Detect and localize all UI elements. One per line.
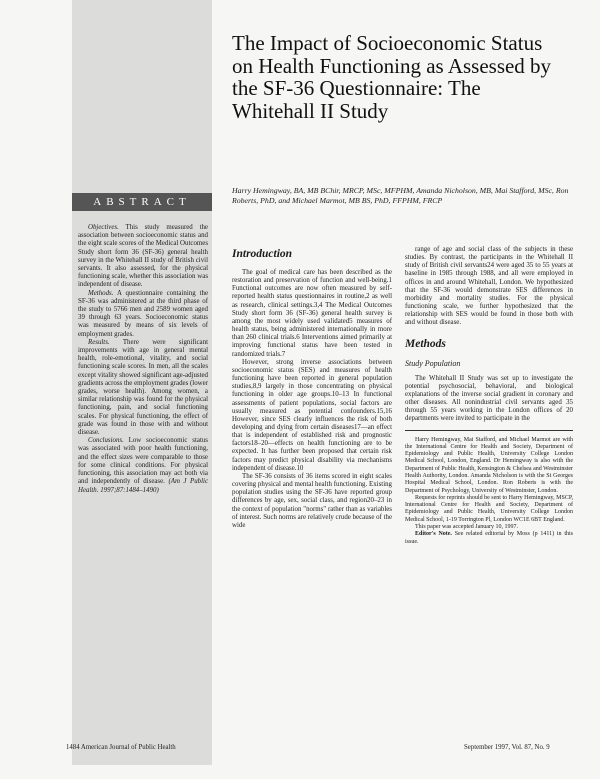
editors-note-text: See related editorial by Moss (p 1411) in this issue. (405, 531, 573, 545)
intro-paragraph-3: The SF-36 consists of 36 items scored in eight scales covering physical and mental health functioning. Existing population studies using the SF-36 have reported group differences by age, sex, social class, and region20–23 in the context of population "norms" rather than as variables of interest. Such norms are relatively crude because of the wide (232, 472, 392, 529)
introduction-heading: Introduction (232, 248, 293, 260)
intro-paragraph-2: However, strong inverse associations between socioeconomic status (SES) and measures of health functioning have been reported in general population studies,8,9 largely in those concentrating on physical functioning in older age groups.10–13 In functional assessments of patient populations, social factors are usually measured as potential confounders.15,16 However, since SES clearly influences the risk of both developing and dying from certain diseases17—an effect that is independent of established risk and prognostic factors18–20—effects on health functioning are to be expected. It has further been proposed that certain risk factors may predict physical disability via mechanisms independent of disease.10 (232, 358, 392, 472)
study-population-subheading: Study Population (405, 358, 461, 368)
column-left (232, 246, 392, 530)
footnote-divider (405, 430, 573, 431)
intro-paragraph-4: range of age and social class of the subjects in these studies. By contrast, the participants in the Whitehall II study of British civil servants24 were aged 35 to 55 years at baseline in 1985 through 1988, and all were employed in offices in and around Whitehall, London. We hypothesized that the SF-36 would demonstrate SES differences in morbidity and mortality studies. For the physical functioning scale, we further hypothesized that the relationship with SES would be found in those both with and without disease. (405, 246, 573, 327)
results-text: There were significant improvements with age in general mental health, role-emotional, vitality, and social functioning scale scores. In men, all the scales except vitality showed significant age-adjusted gradients across the employment grades (lower grades, worse health). Among women, a similar relationship was found for the physical functioning, pain, and social functioning scales. For physical functioning, the effect of grade was found in those with and without disease. (78, 338, 208, 437)
abstract-conclusions (78, 437, 208, 494)
results-label: Results. (88, 338, 110, 346)
affiliation-paragraph-2: Requests for reprints should be sent to Harry Hemingway, MSCP, International Centre for Health and Society, Department of Epidemiology and Public Health, University College London Medical School, 1-19 Torrington Pl, London WC1E 6BT England. (405, 494, 573, 523)
footer-issue: September 1997, Vol. 87, No. 9 (464, 744, 550, 751)
author-list: Harry Hemingway, BA, MB BChir, MRCP, MSc, MFPHM, Amanda Nicholson, MB, Mai Stafford, MSc, Ron Roberts, PhD, and Michael Marmot, MB BS, PhD, FFPHM, FRCP (232, 186, 569, 205)
methods-text: A questionnaire containing the SF-36 was administered at the third phase of the study to 5766 men and 2589 women aged 39 through 63 years. Socioeconomic status was measured by means of six levels of employment grades. (78, 289, 208, 338)
methods-heading: Methods (405, 337, 446, 350)
objectives-text: This study measured the association between socioeconomic status and the eight scale scores of the Medical Outcomes Study short form 36 (SF-36) general health survey in the Whitehall II study of British civil servants. It also assessed, for the physical functioning scale, whether this association was independent of disease. (78, 224, 208, 289)
abstract-citation: (Am J Public Health. 1997;87:1484–1490) (78, 478, 208, 494)
methods-paragraph-1: The Whitehall II Study was set up to investigate the potential psychosocial, behavioral, and biological explanations of the inverse social gradient in coronary and other diseases. All nonindustrial civil servants aged 35 through 55 years working in the London offices of 20 departments were invited to participate in the (405, 374, 573, 423)
intro-paragraph-1: The goal of medical care has been described as the restoration and preservation of function and well-being.1 Functional outcomes are now often measured by self-reported health status questionnaires in routine,2 as well as research, clinical settings.3,4 The Medical Outcomes Study short form 36 (SF-36) general health survey is among the most widely used validated5 measures of health status, being administered internationally in more than 260 clinical trials.6 Interventions aimed primarily at improving functional status have been tested in randomized trials.7 (232, 269, 392, 358)
abstract-objectives (78, 224, 208, 290)
editors-note-label: Editor's Note. (415, 531, 452, 538)
footer-journal: 1484 American Journal of Public Health (66, 744, 176, 751)
objectives-label: Objectives. (88, 224, 119, 231)
methods-label: Methods. (88, 289, 114, 297)
acceptance-note: This paper was accepted January 10, 1997. (415, 524, 518, 531)
abstract-heading: ABSTRACT (72, 193, 212, 211)
abstract-results (78, 339, 208, 437)
column-right (405, 246, 573, 546)
conclusions-label: Conclusions. (88, 437, 124, 445)
affiliation-paragraph-1: Harry Hemingway, Mai Stafford, and Michael Marmot are with the International Centre for Health and Society, Department of Epidemiology and Public Health, University College London Medical School, London, England. Dr Hemingway is also with the Department of Public Health, Kensington & Chelsea and Westminster Health Authority, London. Amanda Nicholson is with the St Georges Hospital Medical School, London. Ron Roberts is with the Department of Psychology, University of Westminster, London. (405, 436, 573, 494)
article-title: The Impact of Socioeconomic Status on Health Functioning as Assessed by the SF-36 Questionnaire: The Whitehall II Study (232, 31, 552, 123)
affiliation-note (405, 437, 573, 546)
abstract-text (78, 224, 208, 495)
conclusions-text: Low socioeconomic status was associated with poor health functioning, and the effect sizes were comparable to those for some clinical conditions. For physical functioning, this association may act both via and independently of disease. (78, 437, 208, 486)
editors-note (405, 531, 573, 546)
abstract-methods (78, 290, 208, 339)
